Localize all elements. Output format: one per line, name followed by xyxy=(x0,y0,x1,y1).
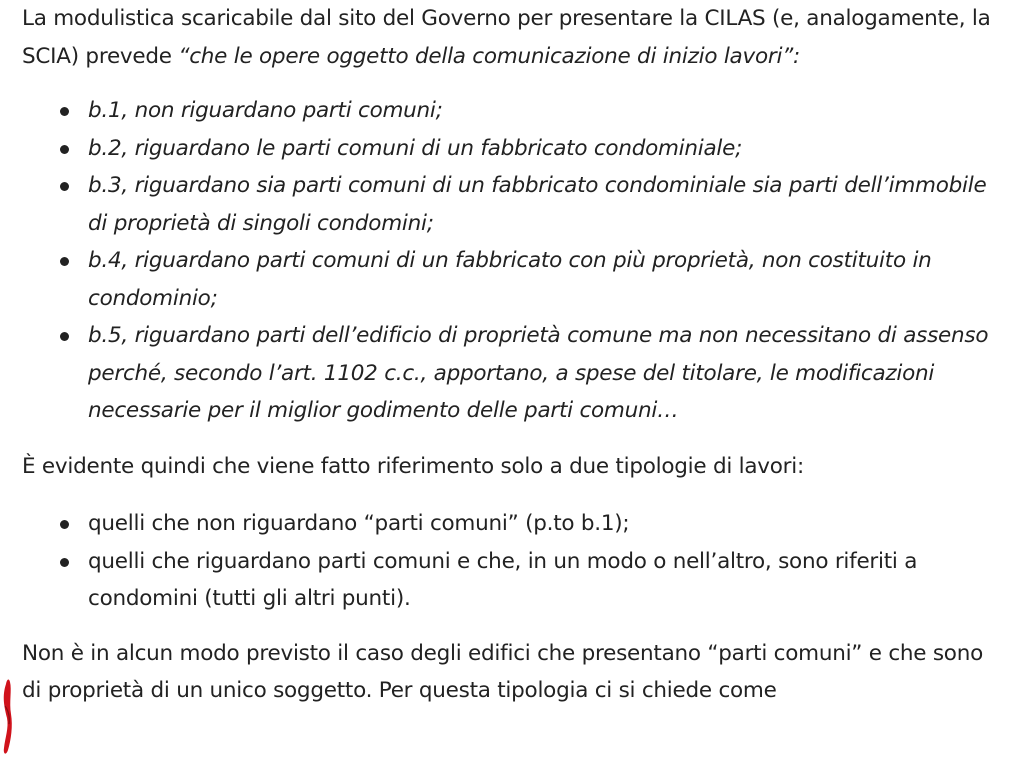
list-item xyxy=(22,167,997,242)
list-item xyxy=(22,130,997,168)
list-item-text: b.5, riguardano parti dell’edificio di proprietà comune ma non necessitano di assenso perché, secondo l’art. 1102 c.c., apportano, a spese del titolare, le modificazioni necessarie per il miglior godimento delle parti comuni… xyxy=(88,323,989,423)
options-list xyxy=(22,92,997,430)
list-item-text: b.2, riguardano le parti comuni di un fabbricato condominiale; xyxy=(88,135,743,161)
conclusion-paragraph: Non è in alcun modo previsto il caso degli edifici che presentano “parti comuni” e che sono di proprietà di un unico soggetto. Per questa tipologia ci si chiede come xyxy=(22,640,983,703)
list-item xyxy=(22,242,997,317)
bullet-icon xyxy=(60,332,69,341)
bullet-icon xyxy=(60,257,69,266)
list-item-text: quelli che non riguardano “parti comuni” (p.to b.1); xyxy=(88,511,630,536)
bullet-icon xyxy=(60,145,69,154)
types-list xyxy=(22,505,997,618)
red-pen-annotation-icon xyxy=(0,676,20,759)
list-item-text: b.1, non riguardano parti comuni; xyxy=(88,98,443,123)
list-item-text: b.4, riguardano parti comuni di un fabbricato con più proprietà, non costituito in condominio; xyxy=(88,248,932,311)
bullet-icon xyxy=(60,182,69,191)
list-item-text: b.3, riguardano sia parti comuni di un fabbricato condominiale sia parti dell’immobile di proprietà di singoli condomini; xyxy=(88,173,987,236)
intro-text: La modulistica scaricabile dal sito del Governo per presentare la CILAS (e, analogamente, la SCIA) prevede xyxy=(22,6,991,69)
list-item xyxy=(22,317,997,430)
list-item xyxy=(22,505,997,543)
bullet-icon xyxy=(60,520,69,529)
bullet-icon xyxy=(60,558,69,567)
summary-paragraph: È evidente quindi che viene fatto riferimento solo a due tipologie di lavori: xyxy=(22,453,804,479)
intro-quote: “che le opere oggetto della comunicazione di inizio lavori”: xyxy=(178,43,801,69)
list-item xyxy=(22,543,997,618)
list-item xyxy=(22,92,997,130)
bullet-icon xyxy=(60,107,69,116)
intro-paragraph xyxy=(22,0,997,75)
list-item-text: quelli che riguardano parti comuni e che, in un modo o nell’altro, sono riferiti a condomini (tutti gli altri punti). xyxy=(88,548,918,611)
article-body xyxy=(22,0,997,710)
